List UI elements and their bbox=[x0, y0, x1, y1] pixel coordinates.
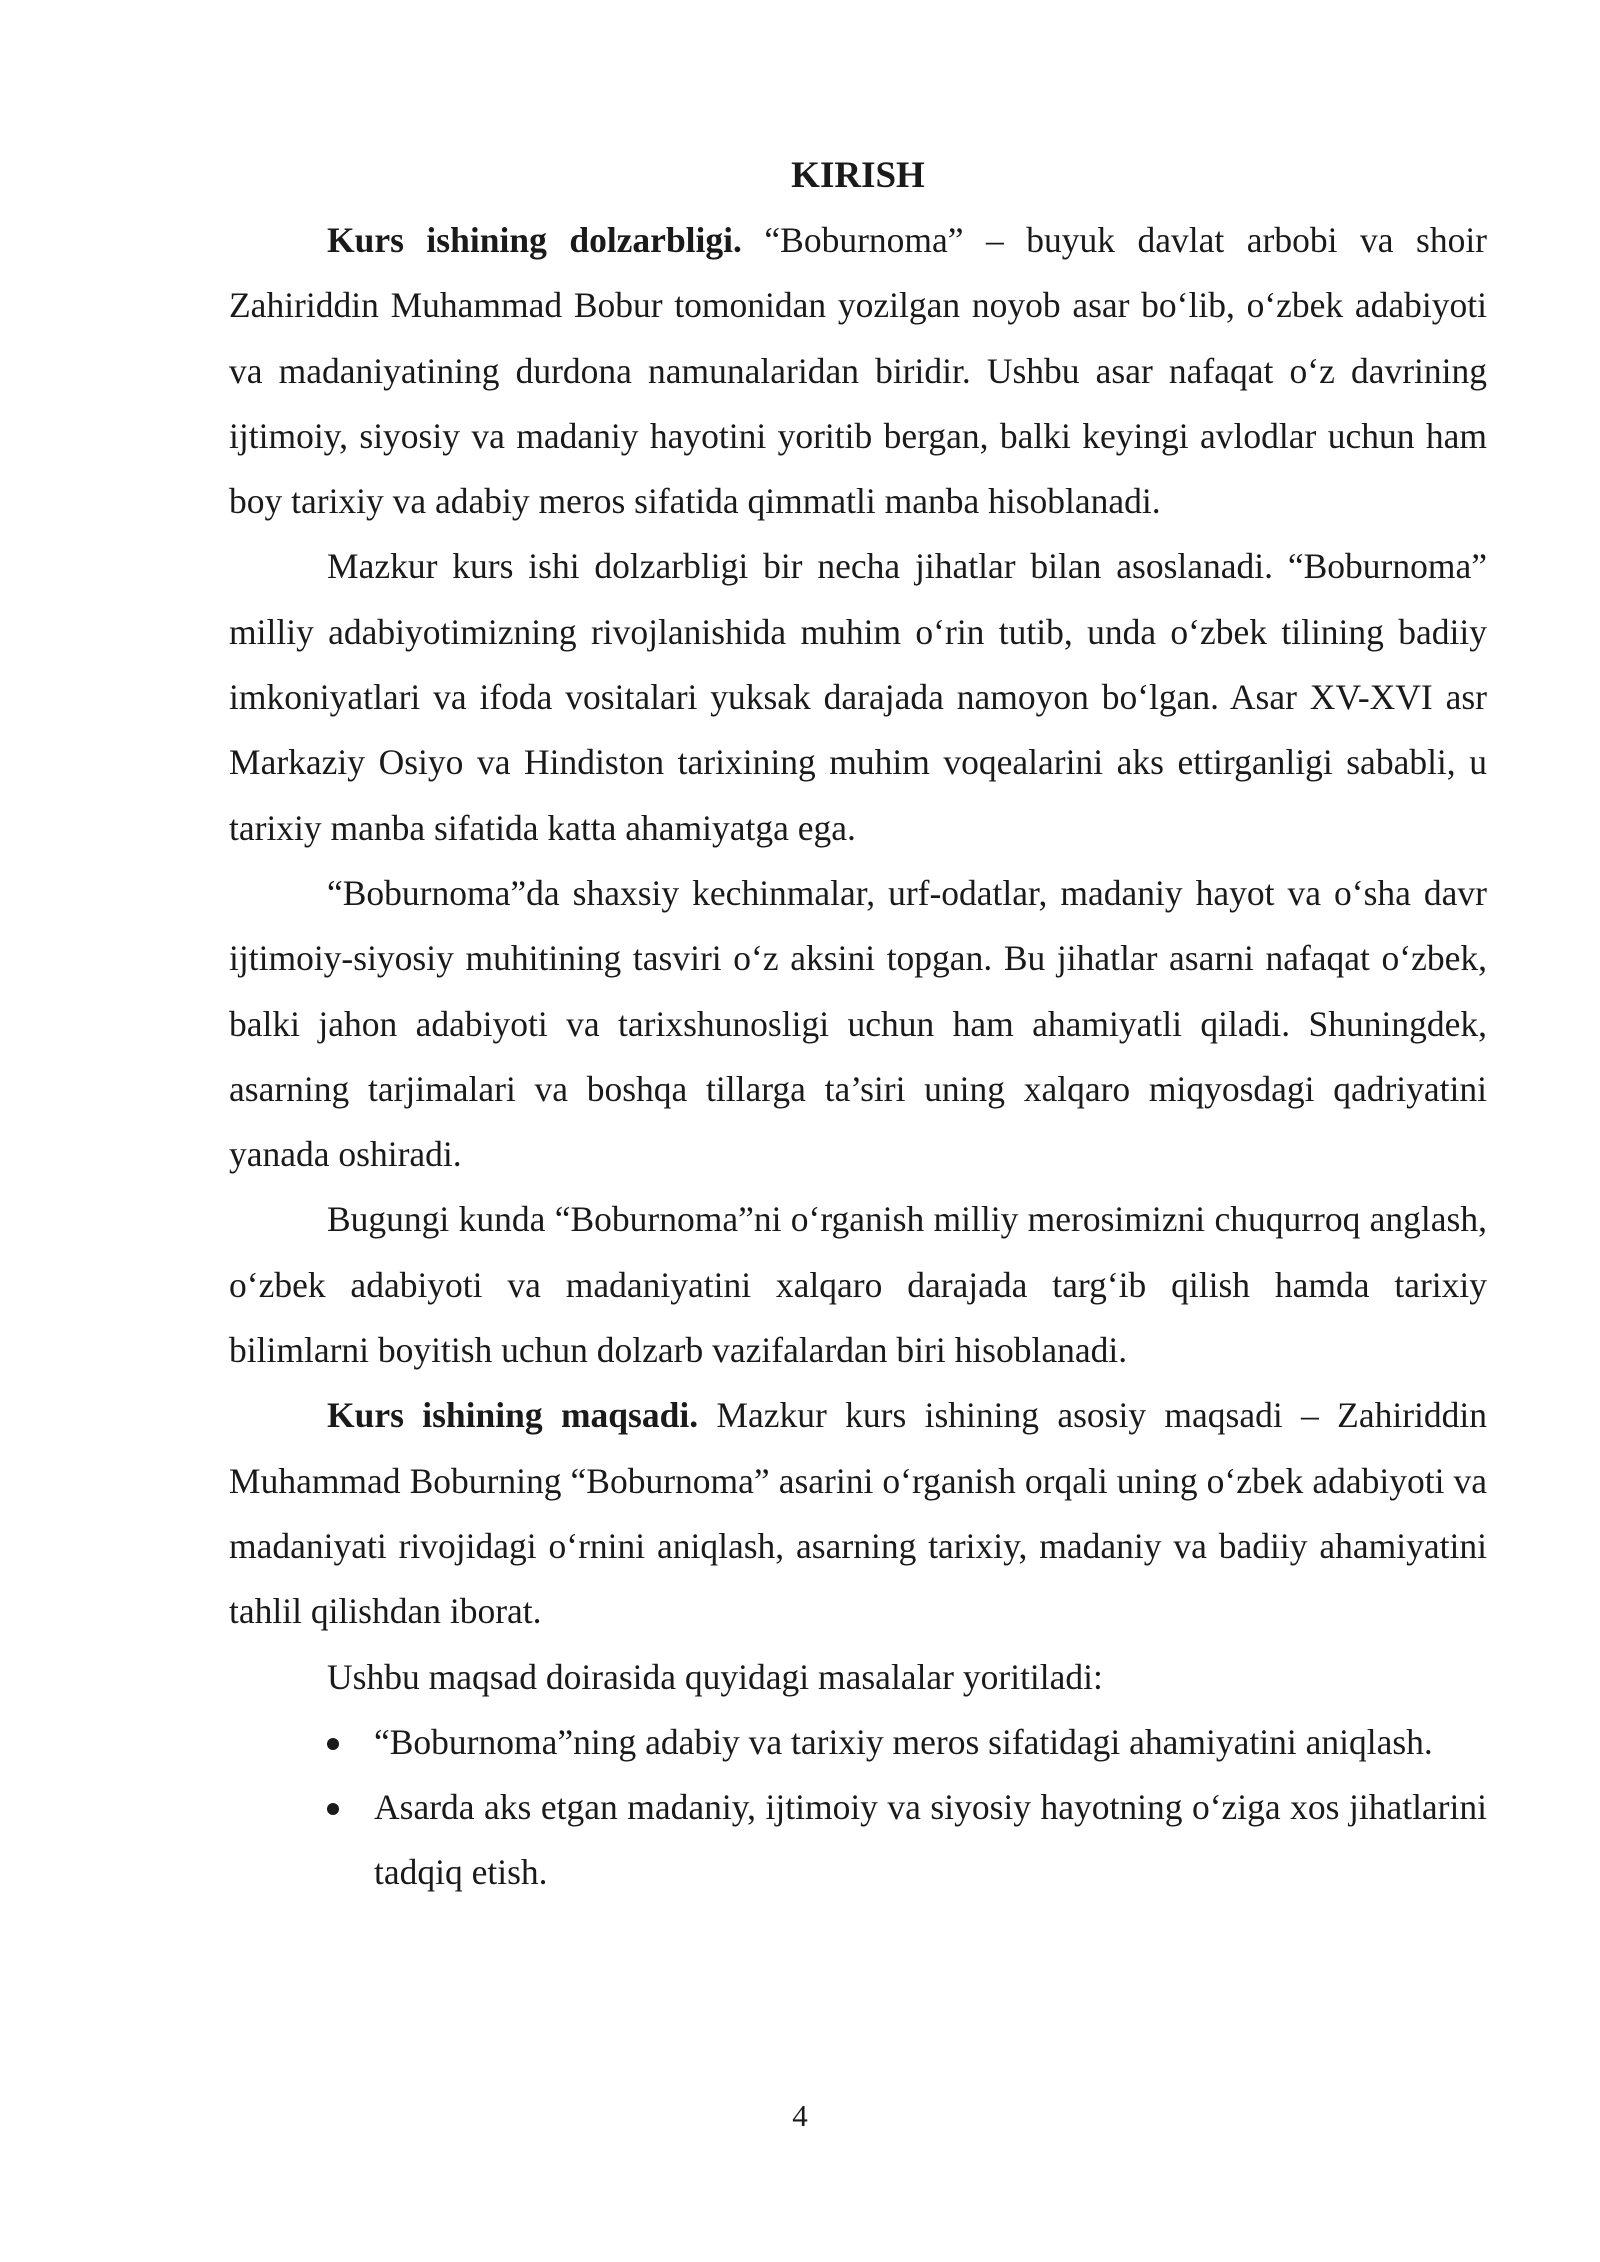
document-page bbox=[229, 148, 1487, 1906]
paragraph-text: “Boburnoma” – buyuk davlat arbobi va shoir Zahiriddin Muhammad Bobur tomonidan yozilgan noyob asar bo‘lib, o‘zbek adabiyoti va madaniyatining durdona namunalaridan biridir. Ushbu asar nafaqat o‘z davrining ijtimoiy, siyosiy va madaniy hayotini yoritib bergan, balki keyingi avlodlar uchun ham boy tarixiy va adabiy meros sifatida qimmatli manba hisoblanadi. bbox=[229, 220, 1488, 522]
section-heading: KIRISH bbox=[791, 155, 925, 196]
list-item bbox=[229, 1775, 1487, 1906]
paragraph-lead: Kurs ishining dolzarbligi. bbox=[327, 220, 742, 260]
bullet-icon bbox=[327, 1803, 339, 1815]
paragraph-justification bbox=[229, 534, 1487, 860]
paragraph-today bbox=[229, 1187, 1487, 1383]
paragraph-goal bbox=[229, 1383, 1487, 1644]
paragraph-text: Mazkur kurs ishining asosiy maqsadi – Zahiriddin Muhammad Boburning “Boburnoma” asarini o‘rganish orqali uning o‘zbek adabiyoti va madaniyati rivojidagi o‘rnini aniqlash, asarning tarixiy, madaniy va badiiy ahamiyatini tahlil qilishdan iborat. bbox=[229, 1395, 1487, 1632]
list-item-text: Asarda aks etgan madaniy, ijtimoiy va siyosiy hayotning o‘ziga xos jihatlarini tadqiq etish. bbox=[374, 1787, 1487, 1893]
paragraph-content bbox=[229, 861, 1487, 1187]
paragraph-relevance bbox=[229, 208, 1487, 534]
paragraph-text: “Boburnoma”da shaxsiy kechinmalar, urf-odatlar, madaniy hayot va o‘sha davr ijtimoiy-siyosiy muhitining tasviri o‘z aksini topgan. Bu jihatlar asarni nafaqat o‘zbek, balki jahon adabiyoti va tarixshunosligi uchun ham ahamiyatli qiladi. Shuningdek, asarning tarjimalari va boshqa tillarga ta’siri uning xalqaro miqyosdagi qadriyatini yanada oshiradi. bbox=[229, 872, 1487, 1175]
tasks-intro: Ushbu maqsad doirasida quyidagi masalalar yoritiladi: bbox=[327, 1656, 1103, 1697]
tasks-list bbox=[229, 1710, 1487, 1906]
paragraph-text: Bugungi kunda “Boburnoma”ni o‘rganish milliy merosimizni chuqurroq anglash, o‘zbek adabiyoti va madaniyatini xalqaro darajada targ‘ib qilish hamda tarixiy bilimlarni boyitish uchun dolzarb vazifalardan biri hisoblanadi. bbox=[229, 1199, 1487, 1371]
bullet-icon bbox=[327, 1738, 339, 1750]
page-number: 4 bbox=[792, 2098, 808, 2133]
paragraph-lead: Kurs ishining maqsadi. bbox=[327, 1395, 699, 1436]
list-item-text: “Boburnoma”ning adabiy va tarixiy meros sifatidagi ahamiyatini aniqlash. bbox=[374, 1721, 1433, 1762]
paragraph-text: Mazkur kurs ishi dolzarbligi bir necha jihatlar bilan asoslanadi. “Boburnoma” milliy adabiyotimizning rivojlanishida muhim o‘rin tutib, unda o‘zbek tilining badiiy imkoniyatlari va ifoda vositalari yuksak darajada namoyon bo‘lgan. Asar XV-XVI asr Markaziy Osiyo va Hindiston tarixining muhim voqealarini aks ettirganligi sababli, u tarixiy manba sifatida katta ahamiyatga ega. bbox=[229, 546, 1487, 848]
list-item bbox=[229, 1710, 1487, 1775]
